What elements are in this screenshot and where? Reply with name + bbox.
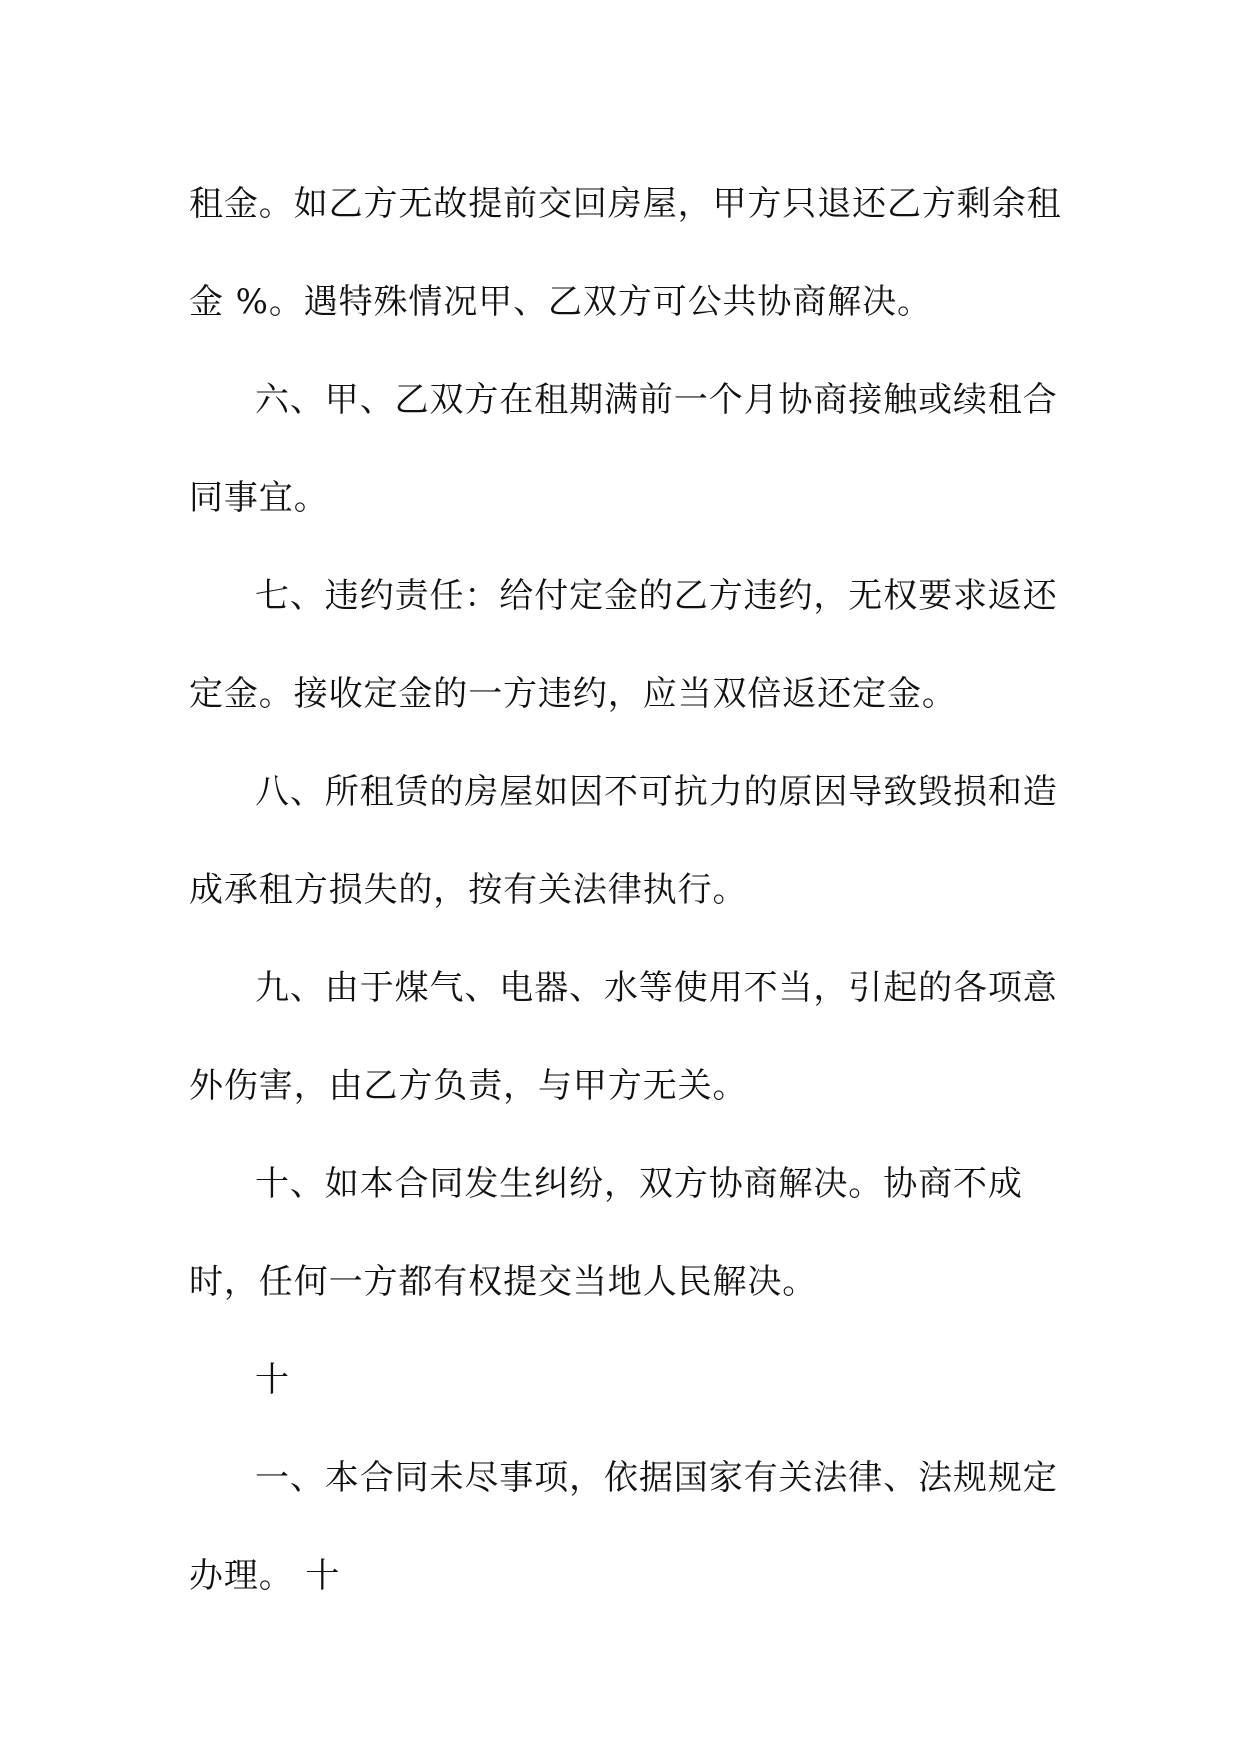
paragraph-line: 九、由于煤气、电器、水等使用不当，引起的各项意 <box>255 968 1058 1008</box>
paragraph-line: 八、所租赁的房屋如因不可抗力的原因导致毁损和造 <box>255 772 1058 812</box>
text-line: 同事宜。 <box>189 478 329 518</box>
text-line: 定金。接收定金的一方违约，应当双倍返还定金。 <box>189 674 957 714</box>
text-line: 外伤害，由乙方负责，与甲方无关。 <box>189 1066 748 1106</box>
text-line: 成承租方损失的，按有关法律执行。 <box>189 870 748 910</box>
paragraph-line: 十、如本合同发生纠纷，双方协商解决。协商不成 <box>255 1164 1023 1204</box>
paragraph-line: 十 <box>255 1360 290 1400</box>
text-line: 时，任何一方都有权提交当地人民解决。 <box>189 1262 818 1302</box>
paragraph-line: 七、违约责任：给付定金的乙方违约，无权要求返还 <box>255 576 1058 616</box>
text-line: 租金。如乙方无故提前交回房屋，甲方只退还乙方剩余租 <box>189 184 1062 224</box>
text-line: 办理。 十 <box>189 1556 341 1596</box>
text-line: 金 %。遇特殊情况甲、乙双方可公共协商解决。 <box>189 282 932 322</box>
paragraph-line: 一、本合同未尽事项，依据国家有关法律、法规规定 <box>255 1458 1058 1498</box>
paragraph-line: 六、甲、乙双方在租期满前一个月协商接触或续租合 <box>255 380 1058 420</box>
